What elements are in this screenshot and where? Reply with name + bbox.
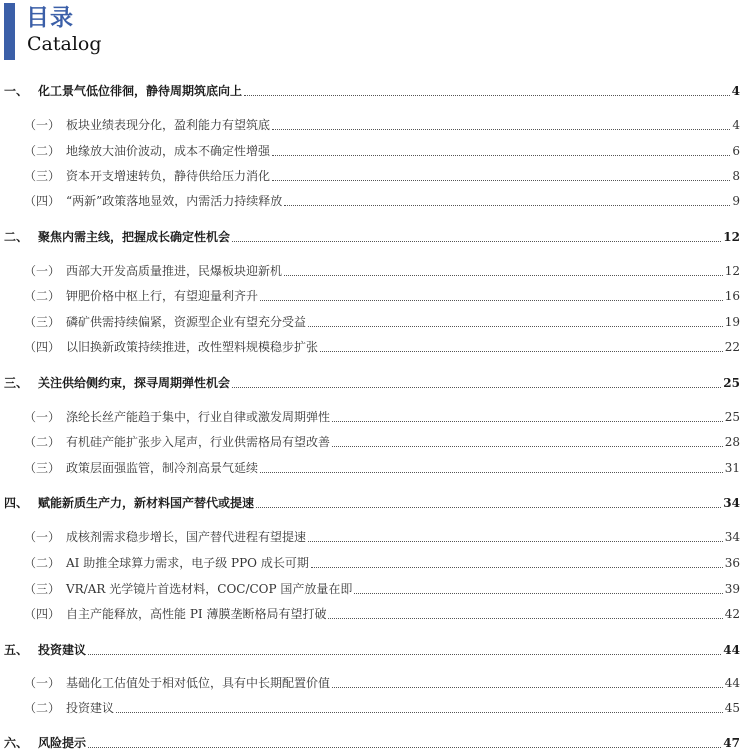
toc-section-row[interactable] (0, 287, 746, 304)
toc-entry-number: （三） (24, 315, 61, 329)
toc-entry-title: 赋能新质生产力，新材料国产替代或提速 (38, 496, 255, 510)
toc-page-number: 47 (723, 736, 740, 750)
toc-dot-leader (272, 128, 730, 130)
toc-dot-leader (244, 94, 730, 96)
toc-page-number: 28 (724, 435, 740, 449)
toc-entry-number: （二） (24, 144, 61, 158)
toc-entry-number: （二） (24, 289, 61, 303)
toc-entry-number: （四） (24, 194, 61, 208)
toc-section-row[interactable] (0, 167, 746, 184)
toc-entry-title: 成核剂需求稳步增长，国产替代进程有望提速 (66, 530, 307, 544)
toc-entry-title: 西部大开发高质量推进，民爆板块迎新机 (66, 264, 283, 278)
toc-section-row[interactable] (0, 116, 746, 133)
toc-page-number: 42 (724, 607, 740, 621)
toc-entry-number: （三） (24, 582, 61, 596)
toc-page-number: 19 (724, 315, 740, 329)
toc-entry-number: （一） (24, 676, 61, 690)
toc-page-number: 44 (724, 676, 740, 690)
toc-entry-title: 钾肥价格中枢上行，有望迎量利齐升 (66, 289, 259, 303)
toc-page-number: 31 (724, 461, 740, 475)
toc-entry-number: （一） (24, 118, 61, 132)
toc-entry-number: （二） (24, 556, 61, 570)
toc-section-row[interactable] (0, 262, 746, 279)
toc-entry-number: （三） (24, 169, 61, 183)
toc-section-row[interactable] (0, 674, 746, 691)
toc-dot-leader (284, 274, 723, 276)
toc-page-number: 25 (723, 376, 740, 390)
toc-entry-title: 政策层面强监管，制冷剂高景气延续 (66, 461, 259, 475)
toc-dot-leader (88, 653, 721, 655)
toc-page-number: 16 (724, 289, 740, 303)
toc-page-number: 34 (724, 530, 740, 544)
toc-entry-title: 投资建议 (38, 643, 87, 657)
toc-dot-leader (308, 325, 723, 327)
toc-dot-leader (354, 592, 722, 594)
toc-dot-leader (311, 566, 723, 568)
toc-entry-title: 化工景气低位徘徊，静待周期筑底向上 (38, 84, 243, 98)
toc-entry-title: 自主产能释放，高性能 PI 薄膜垄断格局有望打破 (66, 607, 327, 621)
toc-dot-leader (88, 746, 721, 748)
toc-entry-number: （二） (24, 435, 61, 449)
toc-dot-leader (256, 506, 721, 508)
toc-entry-title: 地缘放大油价波动，成本不确定性增强 (66, 144, 271, 158)
toc-section-row[interactable] (0, 142, 746, 159)
toc-dot-leader (284, 204, 730, 206)
toc-dot-leader (260, 471, 723, 473)
toc-entry-title: VR/AR 光学镜片首选材料，COC/COP 国产放量在即 (66, 582, 353, 596)
toc-entry-title: 资本开支增速转负，静待供给压力消化 (66, 169, 271, 183)
toc-section-row[interactable] (0, 433, 746, 450)
toc-chapter-row[interactable] (0, 228, 746, 245)
toc-entry-number: 四、 (4, 496, 29, 510)
toc-page-number: 44 (723, 643, 740, 657)
toc-section-row[interactable] (0, 338, 746, 355)
toc-dot-leader (332, 420, 723, 422)
toc-page-number: 25 (724, 410, 740, 424)
toc-entry-number: （一） (24, 530, 61, 544)
toc-entry-title: 涤纶长丝产能趋于集中，行业自律或激发周期弹性 (66, 410, 331, 424)
toc-chapter-row[interactable] (0, 734, 746, 751)
toc-page-number: 39 (724, 582, 740, 596)
toc-entry-number: （一） (24, 264, 61, 278)
toc-entry-title: 聚焦内需主线，把握成长确定性机会 (38, 230, 231, 244)
toc-section-row[interactable] (0, 580, 746, 597)
toc-section-row[interactable] (0, 528, 746, 545)
toc-chapter-row[interactable] (0, 494, 746, 511)
toc-entry-title: 投资建议 (66, 701, 115, 715)
toc-page-number: 34 (723, 496, 740, 510)
toc-dot-leader (332, 445, 723, 447)
toc-section-row[interactable] (0, 699, 746, 716)
toc-entry-title: 基础化工估值处于相对低位，具有中长期配置价值 (66, 676, 331, 690)
toc-page-number: 6 (732, 144, 740, 158)
toc-entry-title: AI 助推全球算力需求，电子级 PPO 成长可期 (66, 556, 309, 570)
toc-page-number: 8 (732, 169, 740, 183)
toc-dot-leader (328, 617, 722, 619)
toc-section-row[interactable] (0, 459, 746, 476)
toc-dot-leader (308, 540, 723, 542)
toc-chapter-row[interactable] (0, 374, 746, 391)
toc-entry-number: （二） (24, 701, 61, 715)
toc-chapter-row[interactable] (0, 641, 746, 658)
toc-entry-number: 二、 (4, 230, 29, 244)
toc-section-row[interactable] (0, 313, 746, 330)
catalog-title-en: Catalog (27, 33, 102, 55)
toc-page-number: 4 (731, 84, 740, 98)
toc-entry-title: 磷矿供需持续偏紧，资源型企业有望充分受益 (66, 315, 307, 329)
toc-dot-leader (332, 686, 723, 688)
toc-entry-title: 板块业绩表现分化，盈利能力有望筑底 (66, 118, 271, 132)
toc-chapter-row[interactable] (0, 82, 746, 99)
toc-dot-leader (232, 386, 721, 388)
toc-entry-number: 三、 (4, 376, 29, 390)
toc-section-row[interactable] (0, 605, 746, 622)
toc-entry-title: 有机硅产能扩张步入尾声，行业供需格局有望改善 (66, 435, 331, 449)
toc-entry-title: 关注供给侧约束，探寻周期弹性机会 (38, 376, 231, 390)
toc-entry-number: 五、 (4, 643, 29, 657)
toc-entry-title: “两新”政策落地显效，内需活力持续释放 (66, 194, 283, 208)
toc-dot-leader (320, 350, 723, 352)
toc-section-row[interactable] (0, 554, 746, 571)
toc-entry-number: （四） (24, 340, 61, 354)
toc-entry-number: （四） (24, 607, 61, 621)
toc-page-number: 12 (723, 230, 740, 244)
toc-dot-leader (260, 299, 723, 301)
header-accent-bar (4, 3, 15, 60)
catalog-title-cn: 目录 (26, 5, 74, 31)
toc-page-number: 45 (724, 701, 740, 715)
toc-section-row[interactable] (0, 192, 746, 209)
toc-entry-title: 以旧换新政策持续推进，改性塑料规模稳步扩张 (66, 340, 319, 354)
toc-page-number: 22 (724, 340, 740, 354)
toc-section-row[interactable] (0, 408, 746, 425)
toc-entry-number: 六、 (4, 736, 29, 750)
toc-page-number: 36 (724, 556, 740, 570)
toc-entry-number: 一、 (4, 84, 29, 98)
toc-page-number: 4 (732, 118, 740, 132)
toc-page-number: 9 (732, 194, 740, 208)
toc-dot-leader (272, 179, 730, 181)
toc-dot-leader (232, 240, 721, 242)
toc-entry-title: 风险提示 (38, 736, 87, 750)
toc-entry-number: （三） (24, 461, 61, 475)
toc-entry-number: （一） (24, 410, 61, 424)
catalog-header (0, 0, 746, 62)
toc-page-number: 12 (724, 264, 740, 278)
toc-dot-leader (116, 711, 723, 713)
toc-dot-leader (272, 154, 730, 156)
